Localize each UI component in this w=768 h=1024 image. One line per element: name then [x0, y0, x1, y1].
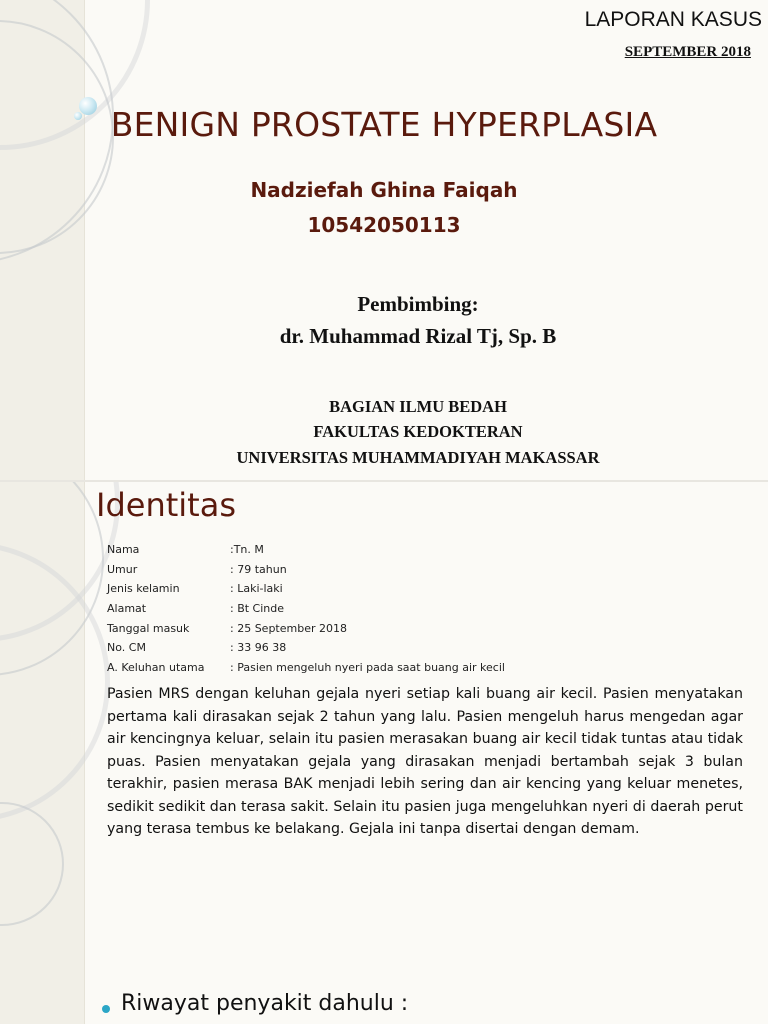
author-name: Nadziefah Ghina Faiqah	[250, 178, 518, 202]
identity-label: Alamat	[107, 602, 147, 615]
page-title: BENIGN PROSTATE HYPERPLASIA	[110, 105, 658, 144]
supervisor-name: dr. Muhammad Rizal Tj, Sp. B	[279, 324, 557, 348]
identity-value: : Pasien mengeluh nyeri pada saat buang air kecil	[230, 661, 505, 674]
identity-label: Nama	[107, 543, 140, 556]
identity-label: No. CM	[107, 641, 146, 654]
identity-value: : Bt Cinde	[230, 602, 285, 615]
case-history-paragraph: Pasien MRS dengan keluhan gejala nyeri setiap kali buang air kecil. Pasien menyatakan pertama kali dirasakan sejak 2 tahun yang lalu. Pasien mengeluh harus mengedan agar air kencingnya keluar, selain itu pasien merasakan buang air kecil tidak tuntas atau tidak puas. Pasien menyatakan gejala yang dirasakan menjadi bertambah sejak 3 bulan terakhir, pasien merasa BAK menjadi lebih sering dan air kencing yang keluar menetes, sedikit sedikit dan terasa sakit. Selain itu pasien juga mengeluhkan nyeri di daerah perut yang terasa tembus ke belakang. Gejala ini tanpa disertai dengan demam.	[107, 686, 743, 837]
report-type: LAPORAN KASUS	[584, 8, 762, 31]
identity-label: A. Keluhan utama	[107, 661, 205, 674]
department: BAGIAN ILMU BEDAH	[329, 397, 507, 416]
identity-slide	[0, 482, 768, 1024]
supervisor-label: Pembimbing:	[357, 292, 479, 316]
university: UNIVERSITAS MUHAMMADIYAH MAKASSAR	[236, 448, 600, 467]
identity-value: : Laki-laki	[230, 582, 283, 595]
cover-slide	[0, 0, 768, 480]
identity-value: :Tn. M	[230, 543, 264, 556]
identity-value: : 79 tahun	[230, 563, 287, 576]
identity-label: Tanggal masuk	[107, 622, 190, 635]
bullet-icon	[102, 1005, 110, 1013]
section-heading: Identitas	[96, 486, 236, 524]
identity-value: : 25 September 2018	[230, 622, 347, 635]
identity-label: Umur	[107, 563, 138, 576]
identity-label: Jenis kelamin	[107, 582, 180, 595]
report-date: SEPTEMBER 2018	[624, 44, 751, 60]
faculty: FAKULTAS KEDOKTERAN	[313, 422, 523, 441]
past-history-bullet: Riwayat penyakit dahulu :	[121, 991, 409, 1016]
author-id: 10542050113	[307, 213, 461, 237]
identity-value: : 33 96 38	[230, 641, 287, 654]
